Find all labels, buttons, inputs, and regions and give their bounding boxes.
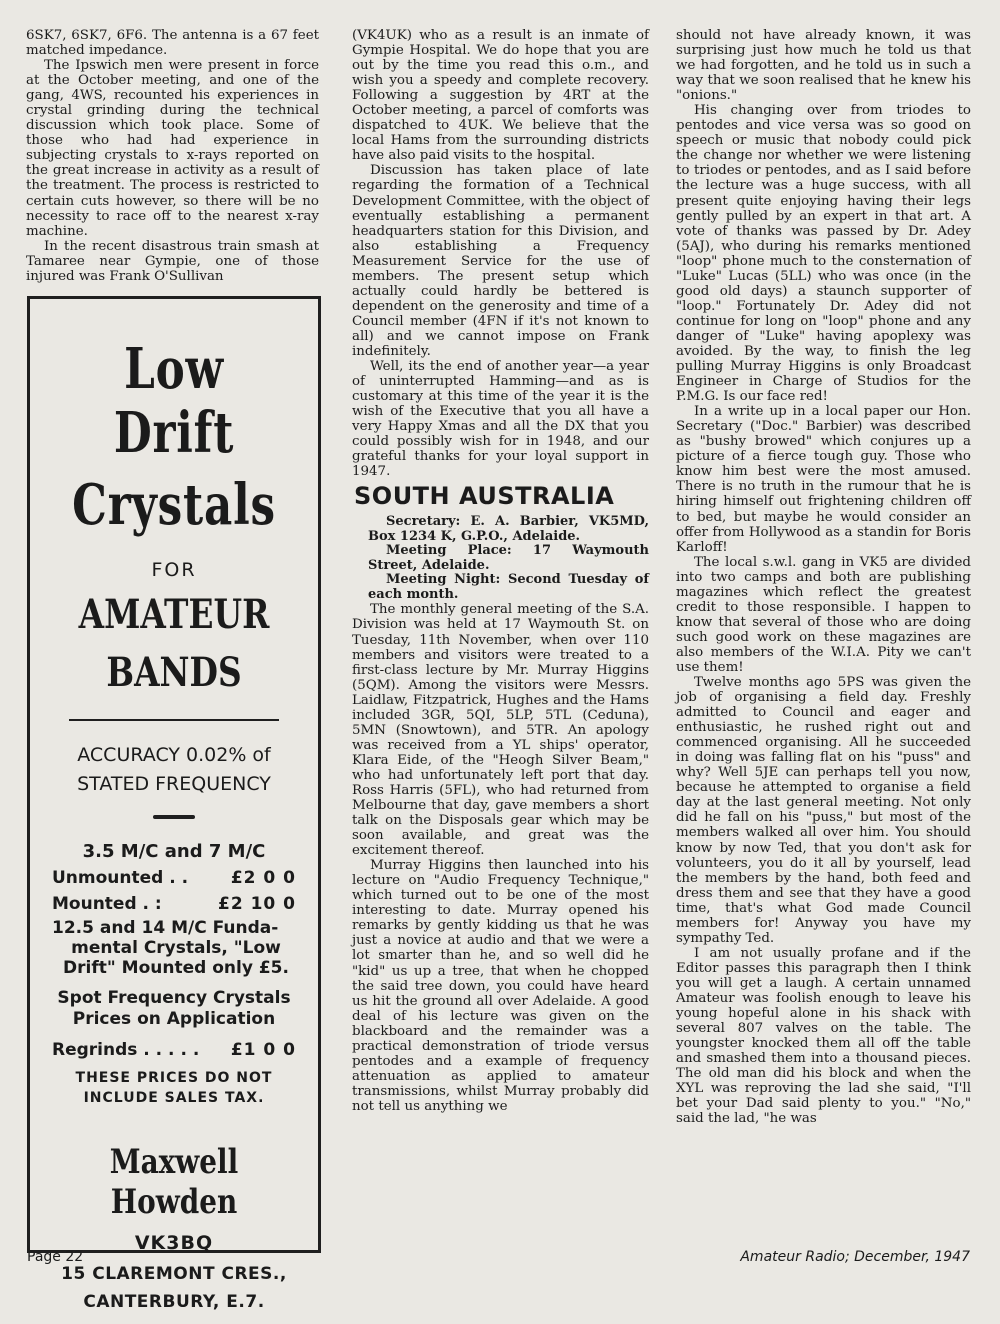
price-row	[30, 894, 318, 914]
address-line: 15 CLAREMONT CRES.,	[61, 1264, 287, 1284]
accuracy-line: ACCURACY 0.02% of	[77, 744, 271, 766]
paragraph: His changing over from triodes to pentodes and vice versa was so good on speech or music that nobody could pick the change nor whether we were listening to triodes or pentodes, and as I said before the lecture was a huge success, with all present quite enjoying having their legs gently pulled by an expert in that art. A vote of thanks was passed by Dr. Adey (5AJ), who during his remarks mentioned "loop" phone much to the consternation of "Luke" Lucas (5LL) who was once (in the good old days) a staunch supporter of "loop." Fortunately Dr. Adey did not continue for long on "loop" phone and any danger of "Luke" having apoplexy was avoided. By the way, to finish the leg pulling Murray Higgins is only Broadcast Engineer in Charge of Studios for the P.M.G. Is our face red!	[676, 103, 971, 405]
paragraph: In a write up in a local paper our Hon. Secretary ("Doc." Barbier) was described as "bushy browed" which conjures up a picture of a fierce tough guy. Those who know him best were the most amused. There is no truth in the rumour that he is hiring himself out frightening children off to bed, but maybe he would consider an offer from Hollywood as a standin for Boris Karloff!	[676, 404, 971, 555]
paragraph: should not have already known, it was surprising just how much he told us that we had forgotten, and he told us in such a way that we soon realised that he knew his "onions."	[676, 28, 971, 104]
ad-for-text: FOR	[151, 559, 197, 581]
page-number: Page 22	[27, 1249, 84, 1265]
column-middle	[352, 28, 649, 1114]
paragraph: (VK4UK) who as a result is an inmate of Gympie Hospital. We do hope that you are out by the time you read this o.m., and wish you a speedy and complete recovery. Following a suggestion by 4RT at the October meeting, a parcel of comforts was dispatched to 4UK. We believe that the local Hams from the surrounding districts have also paid visits to the hospital.	[352, 28, 649, 164]
column-right	[676, 28, 971, 1126]
paragraph: Well, its the end of another year—a year of uninterrupted Hamming—and as is customary at this time of the year it is the wish of the Executive that you all have a very Happy Xmas and all the DX that you could possibly wish for in 1948, and our grateful thanks for your loyal support in 1947.	[352, 359, 649, 480]
paragraph: The Ipswich men were present in force at the October meeting, and one of the gang, 4WS, recounted his experiences in crystal grinding during the technical discussion which took place. Some of those who had had experience in subjecting crystals to x-rays reported on the great increase in activity as a result of the treatment. The process is restricted to certain cuts however, so there will be no necessity to race off to the nearest x-ray machine.	[26, 58, 319, 239]
fund-line: 12.5 and 14 M/C Funda-	[52, 918, 279, 938]
paragraph: In the recent disastrous train smash at Tamaree near Gympie, one of those injured was Frank O'Sullivan	[26, 238, 319, 284]
paragraph: The monthly general meeting of the S.A. Division was held at 17 Waymouth St. on Tuesday, 11th November, when over 110 members and visitors were treated to a first-class lecture by Mr. Murray Higgins (5QM). Among the visitors were Messrs. Laidlaw, Fitzpatrick, Hughes and the Hams included 3GR, 5QI, 5LP, 5TL (Ceduna), 5MN (Snowtown), and 5TR. An apology was received from a YL ships' operator, Klara Eide, of the "Heogh Silver Beam," who had unfortunately left port that day. Ross Harris (5FL), who had returned from Melbourne that day, gave members a short talk on the Disposals gear which may be soon available, and great was the excitement thereof.	[352, 602, 649, 859]
ad-fundamental-note	[30, 918, 318, 978]
tax-line: THESE PRICES DO NOT	[75, 1070, 273, 1086]
price-value: £2 10 0	[218, 894, 296, 914]
column-left	[26, 28, 319, 284]
price-row	[30, 868, 318, 888]
price-label: Regrinds . . . . .	[52, 1040, 200, 1060]
paragraph: 6SK7, 6SK7, 6F6. The antenna is a 67 feet matched impedance.	[26, 28, 319, 59]
paragraph: The local s.w.l. gang in VK5 are divided into two camps and both are publishing magazines which reflect the greatest credit to those responsible. I happen to know that several of those who are doing such good work on these magazines are also members of the W.I.A. Pity we can't use them!	[676, 554, 971, 675]
ornament-divider	[153, 815, 195, 819]
spot-line: Spot Frequency Crystals	[57, 988, 291, 1008]
price-label: Unmounted . .	[52, 868, 189, 888]
journal-footer: Amateur Radio; December, 1947	[740, 1249, 970, 1265]
ad-callsign: VK3BQ	[134, 1232, 214, 1254]
division-info: Meeting Night: Second Tuesday of each month.	[368, 572, 649, 602]
ad-address	[30, 1260, 318, 1316]
price-row	[30, 1040, 318, 1060]
section-heading: SOUTH AUSTRALIA	[354, 482, 615, 511]
tax-line: INCLUDE SALES TAX.	[83, 1090, 265, 1106]
ad-headline: Low Drift	[113, 336, 235, 466]
ad-headline: Crystals	[72, 472, 276, 538]
price-label: Mounted . :	[52, 894, 162, 914]
ad-accuracy	[30, 741, 318, 799]
paragraph: Twelve months ago 5PS was given the job of organising a field day. Freshly admitted to Council and eager and enthusiastic, he rushed right out and commenced organising. All he succeeded in doing was falling flat on his "puss" and why? Well 5JE can perhaps tell you now, because he attempted to organise a field day at the last general meeting. Not only did he fall on his "puss," but most of the members walked all over him. You should know by now Ted, that you don't ask for volunteers, you do it all by yourself, lead the members by the hand, both feed and dress them and see that they have a good time, that's what God made Council members for! Anyway you have my sympathy Ted.	[676, 675, 971, 946]
spot-line: Prices on Application	[72, 1009, 276, 1029]
ad-subheadline: BANDS	[106, 649, 242, 696]
divider	[69, 719, 279, 721]
paragraph: I am not usually profane and if the Editor passes this paragraph then I think you will get a laugh. A certain unnamed Amateur was foolish enough to leave his young hopeful alone in his shack with several 807 valves on the table. The youngster knocked them all off the table and smashed them into a thousand pieces. The old man did his block and when the XYL was reproving the lad she said, "I'll bet your Dad said plenty to you." "No," said the lad, "he was	[676, 945, 971, 1127]
paragraph: Discussion has taken place of late regarding the formation of a Technical Development Committee, with the object of eventually establishing a permanent headquarters station for this Division, and also establishing a Frequency Measurement Service for the use of members. The present setup which actually could hardly be bettered is dependent on the generosity and time of a Council member (4FN if it's not known to all) and we cannot impose on Frank indefinitely.	[352, 163, 649, 359]
ad-maker-name: Maxwell Howden	[109, 1142, 239, 1222]
price-value: £1 0 0	[230, 1040, 296, 1060]
price-value: £2 0 0	[230, 868, 296, 888]
paragraph: Murray Higgins then launched into his lecture on "Audio Frequency Technique," which turned out to be one of the most interesting to date. Murray opened his remarks by gently kidding us that he was just a novice at audio and that we were a lot smarter than he, and so well did he "kid" us up a tree, that when he chopped the said tree down, you could have heard us hit the ground all over Adelaide. A good deal of his lecture was given on the blackboard and the remainder was a practical demonstration of triode versus pentodes and a example of frequency attenuation as applied to amateur transmissions, whilst Murray probably did not tell us anything we	[352, 858, 649, 1114]
ad-tax-note	[30, 1068, 318, 1108]
fund-line: Drift" Mounted only £5.	[63, 958, 289, 978]
ad-bands: 3.5 M/C and 7 M/C	[82, 841, 266, 862]
address-line: CANTERBURY, E.7.	[83, 1292, 265, 1312]
division-info: Meeting Place: 17 Waymouth Street, Adelaide.	[368, 543, 649, 573]
ad-spot-frequency	[30, 988, 318, 1030]
accuracy-line: STATED FREQUENCY	[77, 773, 271, 795]
fund-line: mental Crystals, "Low	[71, 938, 281, 958]
division-info: Secretary: E. A. Barbier, VK5MD, Box 1234 K, G.P.O., Adelaide.	[368, 514, 649, 544]
ad-subheadline: AMATEUR	[78, 591, 270, 638]
